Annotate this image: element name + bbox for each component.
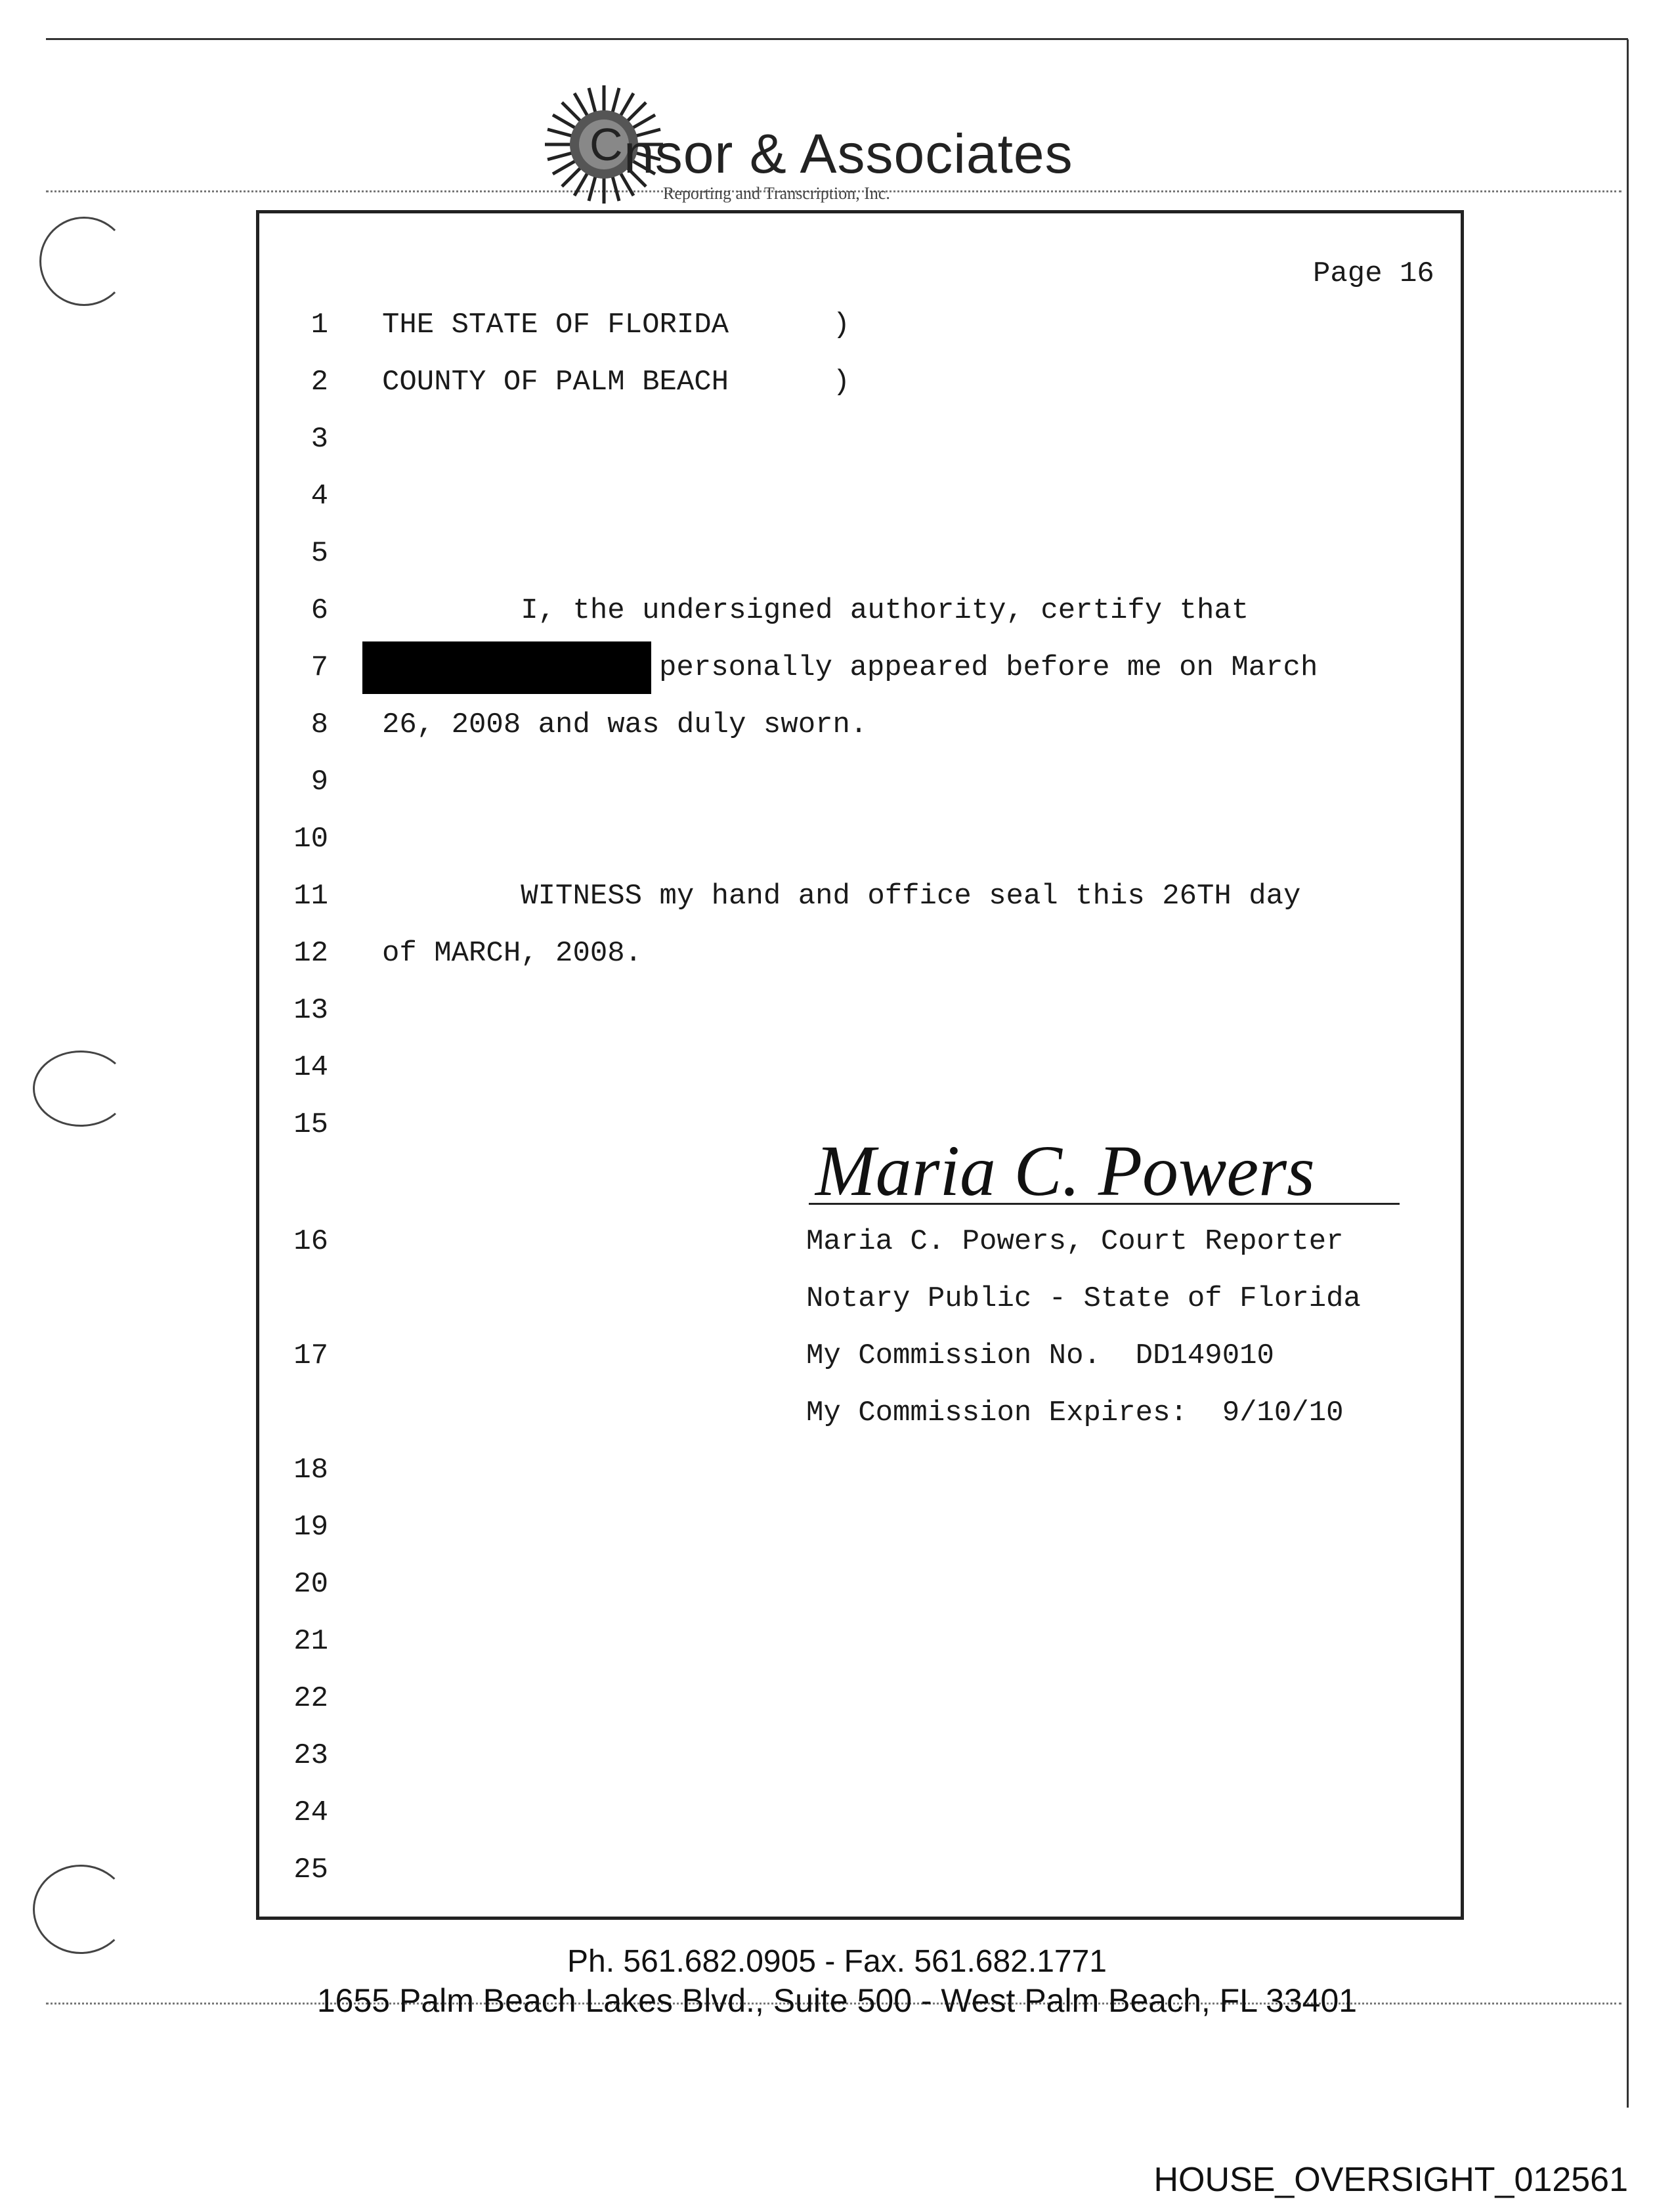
line-6-text: I, the undersigned authority, certify that xyxy=(382,594,1249,627)
svg-text:C: C xyxy=(590,119,623,170)
commission-expires: My Commission Expires: 9/10/10 xyxy=(806,1397,1344,1429)
scan-top-edge xyxy=(46,38,1628,40)
line-number: 10 xyxy=(293,823,328,856)
signature-text: Maria C. Powers xyxy=(815,1131,1315,1208)
line-number: 11 xyxy=(293,880,328,913)
page-label: Page 16 xyxy=(1313,257,1434,290)
line-12-text: of MARCH, 2008. xyxy=(382,937,643,970)
line-1-text: THE STATE OF FLORIDA ) xyxy=(382,309,850,341)
line-number: 6 xyxy=(311,594,328,627)
line-8-text: 26, 2008 and was duly sworn. xyxy=(382,708,868,741)
notary-title: Notary Public - State of Florida xyxy=(806,1282,1361,1315)
line-number: 12 xyxy=(293,937,328,970)
line-number: 22 xyxy=(293,1682,328,1715)
signature-line xyxy=(809,1203,1400,1205)
footer-phone-fax: Ph. 561.682.0905 - Fax. 561.682.1771 xyxy=(567,1944,1107,1979)
line-2-text: COUNTY OF PALM BEACH ) xyxy=(382,366,850,399)
line-number: 3 xyxy=(311,423,328,456)
line-number: 16 xyxy=(293,1225,328,1258)
line-number: 4 xyxy=(311,480,328,513)
line-number: 23 xyxy=(293,1739,328,1772)
line-number: 20 xyxy=(293,1568,328,1601)
line-number: 21 xyxy=(293,1625,328,1658)
line-number: 15 xyxy=(293,1108,328,1141)
line-number: 19 xyxy=(293,1511,328,1544)
line-number: 2 xyxy=(311,366,328,399)
line-number: 9 xyxy=(311,766,328,798)
scan-right-edge xyxy=(1627,39,1629,2108)
transcript-frame xyxy=(256,210,1464,1920)
line-7-text: personally appeared before me on March xyxy=(659,651,1318,684)
line-number: 18 xyxy=(293,1454,328,1486)
logo-subtitle: Reporting and Transcription, Inc. xyxy=(663,184,890,203)
punch-hole-top xyxy=(39,217,129,306)
line-16-text: Maria C. Powers, Court Reporter xyxy=(806,1225,1344,1258)
redaction-bar xyxy=(362,641,651,694)
company-logo xyxy=(538,79,1129,210)
line-number: 7 xyxy=(311,651,328,684)
line-number: 8 xyxy=(311,708,328,741)
line-17-text: My Commission No. DD149010 xyxy=(806,1339,1274,1372)
line-number: 1 xyxy=(311,309,328,341)
line-number: 17 xyxy=(293,1339,328,1372)
line-number: 13 xyxy=(293,994,328,1027)
line-number: 24 xyxy=(293,1796,328,1829)
punch-hole-bottom xyxy=(33,1865,129,1954)
reporter-signature xyxy=(809,1123,1321,1208)
line-11-text: WITNESS my hand and office seal this 26TH day xyxy=(382,880,1301,913)
footer-address: 1655 Palm Beach Lakes Blvd., Suite 500 - West Palm Beach, FL 33401 xyxy=(316,1982,1358,2019)
logo-company-name: nsor & Associates xyxy=(624,123,1073,184)
bates-number: HOUSE_OVERSIGHT_012561 xyxy=(1153,2161,1628,2199)
punch-hole-middle xyxy=(33,1051,129,1127)
line-number: 14 xyxy=(293,1051,328,1084)
line-number: 5 xyxy=(311,537,328,570)
line-number: 25 xyxy=(293,1854,328,1886)
